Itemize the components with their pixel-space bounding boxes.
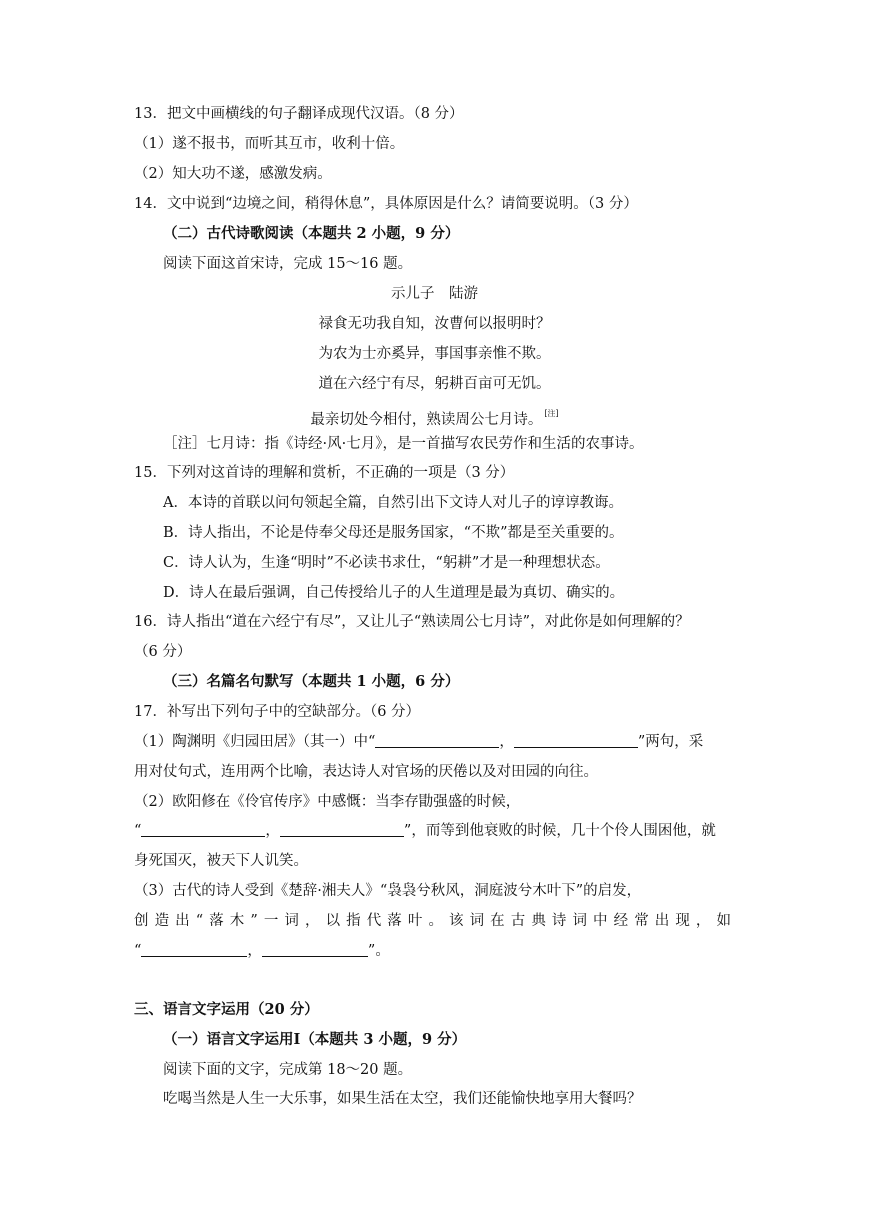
q17-p2-open: “ xyxy=(134,823,142,839)
q17-p1-prefix: （1）陶渊明《归园田居》（其一）中“ xyxy=(134,734,376,750)
q17-p2-sep: ， xyxy=(265,823,280,839)
q14-title: 14．文中说到“边境之间，稍得休息”，具体原因是什么？请简要说明。（3 分） xyxy=(134,196,638,212)
q17-p2-line3: 身死国灭，被天下人讥笑。 xyxy=(134,853,308,869)
q16-score: （6 分） xyxy=(134,644,192,660)
note-marker: [注] xyxy=(544,409,559,418)
part3-heading: 三、语言文字运用（20 分） xyxy=(134,1001,319,1018)
q17-p3-line2: 创造出“落木”一词，以指代落叶。该词在古典诗词中经常出现，如 xyxy=(134,913,731,929)
q17-title: 17．补写出下列句子中的空缺部分。（6 分） xyxy=(134,704,421,720)
q15-option-a: A．本诗的首联以问句领起全篇，自然引出下文诗人对儿子的谆谆教诲。 xyxy=(163,495,623,511)
q13-item-1: （1）遂不报书，而听其互市，收利十倍。 xyxy=(134,136,405,152)
q16-title: 16．诗人指出“道在六经宁有尽”，又让儿子“熟读周公七月诗”，对此你是如何理解的？ xyxy=(134,614,690,630)
q17-p2-suffix: ”，而等到他衰败的时候，几十个伶人围困他，就 xyxy=(403,823,716,839)
q15-option-d: D．诗人在最后强调，自己传授给儿子的人生道理是最为真切、确实的。 xyxy=(163,585,625,601)
poem-line-4: 最亲切处今相付，熟读周公七月诗。 xyxy=(310,412,543,428)
q15-title: 15．下列对这首诗的理解和赏析，不正确的一项是（3 分） xyxy=(134,465,515,481)
q15-option-b: B．诗人指出，不论是侍奉父母还是服务国家，“不欺”都是至关重要的。 xyxy=(163,525,624,541)
poetry-section-heading: （二）古代诗歌阅读（本题共 2 小题，9 分） xyxy=(163,225,460,242)
q17-blank-1[interactable] xyxy=(375,733,499,748)
poetry-intro: 阅读下面这首宋诗，完成 15～16 题。 xyxy=(163,256,413,272)
q17-p2-line1: （2）欧阳修在《伶官传序》中感慨：当李存勖强盛的时候， xyxy=(134,794,521,810)
q17-p1-suffix: ”两句，采 xyxy=(637,734,704,750)
poem-line-3: 道在六经宁有尽，躬耕百亩可无饥。 xyxy=(318,376,551,392)
q17-p3-line3 xyxy=(134,941,390,961)
q17-p1-line2: 用对仗句式，连用两个比喻，表达诗人对官场的厌倦以及对田园的向往。 xyxy=(134,764,598,780)
poem-line-1: 禄食无功我自知，汝曹何以报明时？ xyxy=(318,316,551,332)
q17-blank-5[interactable] xyxy=(141,942,247,957)
part3-intro: 阅读下面的文字，完成第 18～20 题。 xyxy=(163,1062,413,1078)
q17-p2-line2 xyxy=(134,821,716,841)
q17-p3-open: “ xyxy=(134,943,142,959)
q17-p3-close: ”。 xyxy=(367,943,390,959)
part3-sub-heading: （一）语言文字运用Ⅰ（本题共 3 小题，9 分） xyxy=(163,1031,467,1048)
q17-p3-line1: （3）古代的诗人受到《楚辞·湘夫人》“袅袅兮秋风，洞庭波兮木叶下”的启发， xyxy=(134,883,642,899)
poem-line-4-wrap xyxy=(0,404,869,430)
q17-p1-sep: ， xyxy=(499,734,514,750)
poem-line-2: 为农为士亦奚异，事国事亲惟不欺。 xyxy=(318,346,551,362)
q13-item-2: （2）知大功不遂，感激发病。 xyxy=(134,166,332,182)
q17-blank-2[interactable] xyxy=(514,733,638,748)
q17-p3-sep: ， xyxy=(247,943,262,959)
q17-blank-3[interactable] xyxy=(141,822,265,837)
q15-option-c: C．诗人认为，生逢“明时”不必读书求仕，“躬耕”才是一种理想状态。 xyxy=(163,555,610,571)
q13-title: 13．把文中画横线的句子翻译成现代汉语。（8 分） xyxy=(134,106,464,122)
q17-p1-line1 xyxy=(134,732,703,752)
part3-text: 吃喝当然是人生一大乐事，如果生活在太空，我们还能愉快地享用大餐吗？ xyxy=(163,1091,642,1107)
famous-section-heading: （三）名篇名句默写（本题共 1 小题，6 分） xyxy=(163,673,460,690)
poem-title: 示儿子 陆游 xyxy=(391,286,478,302)
q17-blank-4[interactable] xyxy=(280,822,404,837)
poem-note: ［注］七月诗：指《诗经·风·七月》，是一首描写农民劳作和生活的农事诗。 xyxy=(163,436,644,452)
q17-blank-6[interactable] xyxy=(262,942,368,957)
